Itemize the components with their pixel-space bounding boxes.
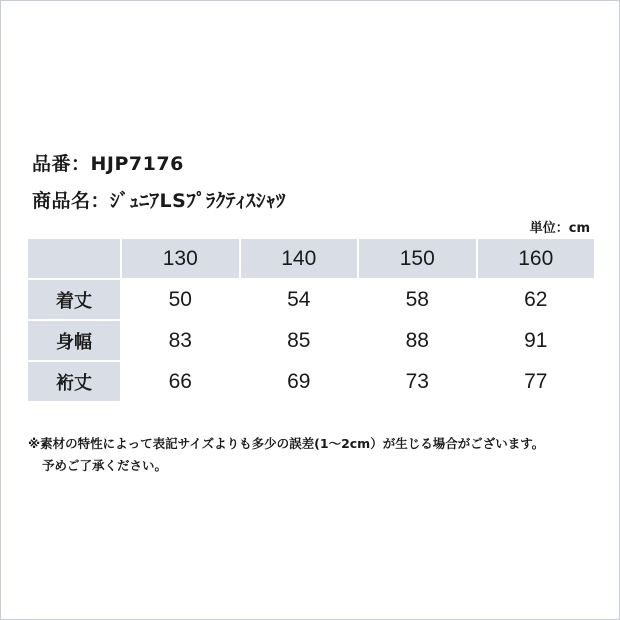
table-corner-cell — [28, 239, 120, 278]
size-column-header: 140 — [241, 239, 358, 278]
table-cell: 88 — [405, 328, 429, 352]
disclaimer-notes — [28, 433, 544, 477]
row-label: 着丈 — [28, 280, 120, 319]
table-cell: 83 — [168, 328, 192, 352]
note-line: 予めご了承ください。 — [42, 458, 168, 473]
separator: ： — [71, 153, 91, 175]
product-number-line — [32, 149, 184, 176]
table-cell: 91 — [524, 328, 548, 352]
table-cell: 62 — [524, 287, 548, 311]
size-column-header: 150 — [359, 239, 476, 278]
table-cell: 54 — [287, 287, 311, 311]
table-row — [28, 321, 594, 360]
table-cell: 50 — [168, 287, 192, 311]
table-cell: 85 — [287, 328, 311, 352]
row-label: 裄丈 — [28, 362, 120, 401]
table-cell: 69 — [287, 369, 311, 393]
product-name-line — [32, 186, 286, 213]
product-number: HJP7176 — [90, 153, 184, 175]
size-column-header: 160 — [478, 239, 595, 278]
table-row — [28, 280, 594, 319]
table-cell: 66 — [168, 369, 192, 393]
note-line: ※素材の特性によって表記サイズよりも多少の誤差(1～2cm）が生じる場合がございます。 — [28, 436, 545, 451]
table-row — [28, 362, 594, 401]
separator: ： — [90, 190, 111, 212]
row-label: 身幅 — [28, 321, 120, 360]
size-table — [26, 237, 596, 403]
product-name: ｼﾞｭﾆｱLSﾌﾟﾗｸﾃｨｽｼｬﾂ — [110, 190, 286, 212]
table-cell: 77 — [524, 369, 548, 393]
table-cell: 58 — [405, 287, 429, 311]
unit-label: 単位：cm — [529, 221, 590, 236]
product-name-label: 商品名 — [32, 190, 91, 212]
product-number-label: 品番 — [32, 153, 72, 175]
table-cell: 73 — [405, 369, 429, 393]
size-header-row — [28, 239, 594, 278]
size-column-header: 130 — [122, 239, 239, 278]
